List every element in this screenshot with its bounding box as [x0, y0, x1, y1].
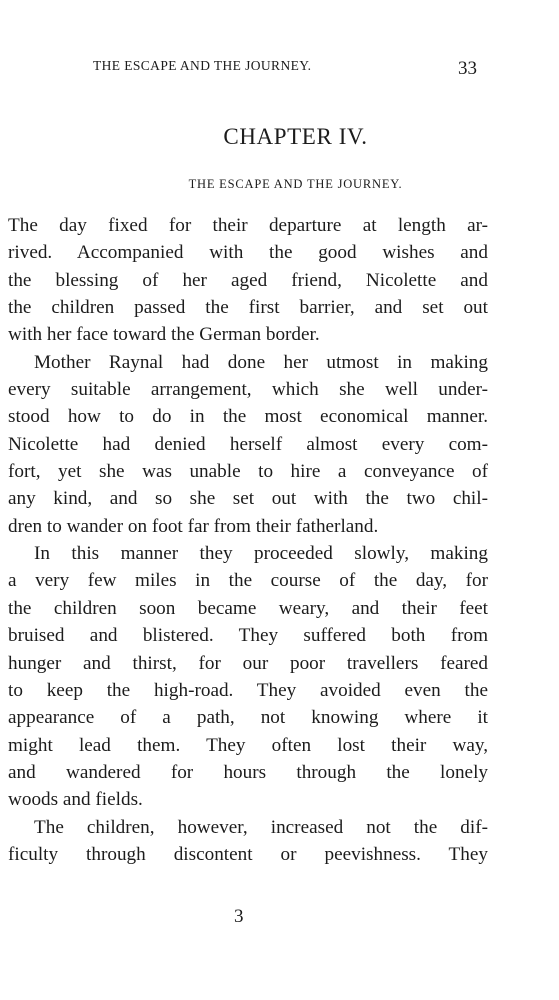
text-line: the children soon became weary, and their feet	[8, 597, 488, 619]
page-number: 33	[458, 58, 477, 79]
text-line: fort, yet she was unable to hire a conveyance of	[8, 461, 488, 483]
text-line: hunger and thirst, for our poor travellers feared	[8, 652, 488, 674]
text-line: with her face toward the German border.	[8, 324, 320, 346]
text-line: The children, however, increased not the dif-	[34, 816, 488, 838]
text-line: dren to wander on foot far from their fatherland.	[8, 515, 379, 537]
text-line: and wandered for hours through the lonely	[8, 761, 488, 783]
text-line: every suitable arrangement, which she well under-	[8, 379, 488, 401]
text-line: In this manner they proceeded slowly, making	[34, 543, 488, 565]
text-line: woods and fields.	[8, 789, 143, 811]
text-line: bruised and blistered. They suffered both from	[8, 625, 488, 647]
text-line: the children passed the first barrier, and set out	[8, 297, 488, 319]
text-line: a very few miles in the course of the day, for	[8, 570, 488, 592]
text-line: any kind, and so she set out with the two chil-	[8, 488, 488, 510]
text-line: Mother Raynal had done her utmost in making	[34, 351, 488, 373]
signature-mark: 3	[234, 906, 244, 927]
text-line: to keep the high-road. They avoided even the	[8, 679, 488, 701]
text-line: might lead them. They often lost their way,	[8, 734, 488, 756]
body-text	[8, 212, 488, 868]
chapter-subtitle: THE ESCAPE AND THE JOURNEY.	[188, 177, 403, 191]
text-line: stood how to do in the most economical manner.	[8, 406, 488, 428]
text-line: Nicolette had denied herself almost every com-	[8, 433, 488, 455]
text-line: The day fixed for their departure at length ar-	[8, 215, 488, 236]
running-head: THE ESCAPE AND THE JOURNEY.	[93, 58, 312, 73]
text-line: ficulty through discontent or peevishness. They	[8, 843, 488, 865]
text-line: rived. Accompanied with the good wishes and	[8, 242, 488, 264]
chapter-title: CHAPTER IV.	[223, 124, 368, 149]
text-line: the blessing of her aged friend, Nicolette and	[8, 269, 488, 291]
text-line: appearance of a path, not knowing where it	[8, 707, 488, 729]
